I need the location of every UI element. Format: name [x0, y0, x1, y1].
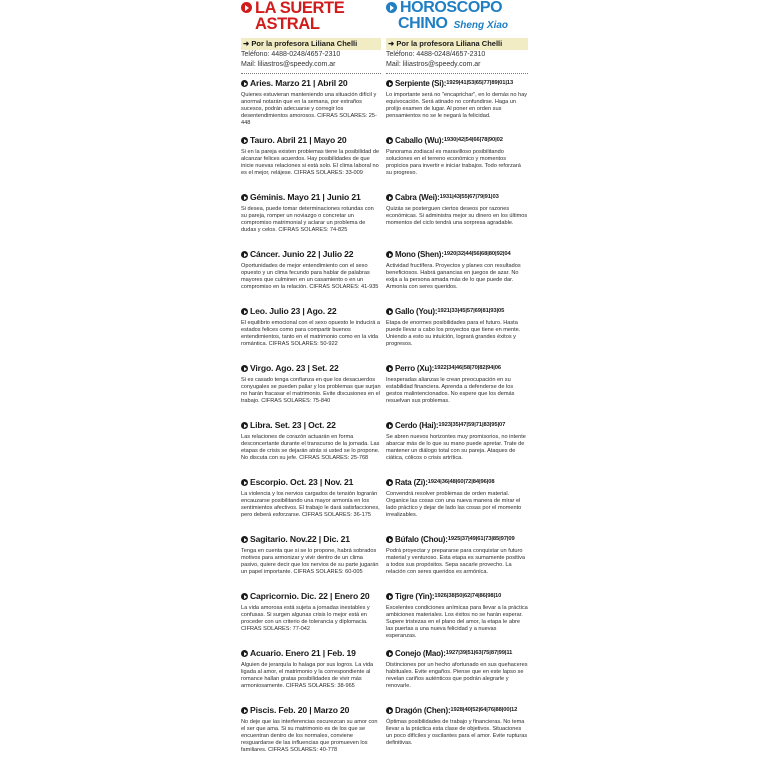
- sign-forecast: Se abren nuevos horizontes muy promisorios, no intente abarcar más de lo que su mano puede apretar. Trate de mantener un diálogo total con su pareja. Ataques de ciática, cólicos o crisis artrítica.: [386, 434, 526, 461]
- sign-name: Gallo (You):: [395, 307, 438, 316]
- sign-name: Serpiente (Si):: [395, 79, 447, 88]
- sign-forecast: El equilibrio emocional con el sexo opuesto le inducirá a estados felices como para compartir buenos entendimientos, tanto en el matrimonio como en la vida romántica. CIFRAS SOLARES: 50-922: [241, 320, 380, 347]
- sign-forecast: Etapa de enormes posibilidades para el futuro. Hasta puede llevar a cabo los proyectos que tiene en mente. Uniendo a esto su intuición, logrará grandes éxitos y progresos.: [386, 320, 521, 347]
- chinese-sign-entry: [386, 249, 528, 306]
- sign-years: 1926|38|50|62|74|86|98|10: [434, 593, 502, 599]
- sign-years: 1928|40|52|64|76|88|00|12: [450, 707, 518, 713]
- western-sign-entry: [241, 135, 381, 192]
- sign-heading: [386, 135, 528, 146]
- arrow-bullet-icon: [386, 251, 393, 258]
- sign-years: 1923|35|47|59|71|83|95|07: [438, 422, 506, 428]
- arrow-bullet-icon: [241, 479, 248, 486]
- sign-years: 1920|32|44|56|68|80|92|04: [443, 251, 511, 257]
- chinese-sign-entry: [386, 534, 528, 591]
- sign-heading: [386, 249, 528, 260]
- sign-forecast: La violencia y los nervios cargados de tensión lograrán encauzarse posibilitando una mayor armonía en los sentimientos afectivos. El trabajo le dará satisfacciones, pero deberá esforzarse. CIFRAS SOLARES: 36-175: [241, 491, 380, 518]
- sign-name: Capricornio. Dic. 22 | Enero 20: [250, 591, 370, 601]
- sign-heading: [386, 192, 528, 203]
- western-sign-entry: [241, 648, 381, 705]
- sign-heading: [241, 705, 381, 716]
- western-title-line2: ASTRAL: [255, 15, 320, 33]
- arrow-bullet-icon: [386, 650, 393, 657]
- chinese-mail: Mail: liliastros@speedy.com.ar: [386, 61, 481, 68]
- sign-forecast: Quizás se posterguen ciertos deseos por razones económicas. Si administra mejor su dinero en los últimos momentos del ciclo tendrá una sorpresa agradable.: [386, 206, 528, 226]
- arrow-bullet-icon: [241, 137, 248, 144]
- sign-forecast: Podrá proyectar y prepararse para conquistar un futuro material y venturoso. Esta etapa es sumamente positiva a todos sus propósitos. Sepa sacarle provecho. La relación con seres queridos es armónica.: [386, 548, 525, 575]
- sign-forecast: Óptimas posibilidades de trabajo y financieras. No tema llevar a la práctica esta clase de objetivos. Situaciones un poco difíciles y oscilantes para el amor. Evite rupturas definitivas.: [386, 719, 528, 746]
- chinese-sign-entry: [386, 135, 528, 192]
- western-sign-entry: [241, 192, 381, 249]
- sign-forecast: Panorama zodiacal es maravilloso posibilitando soluciones en el terreno económico y momentos propicios para invertir e iniciar trabajos. Todo reforzará su progreso.: [386, 149, 521, 176]
- sign-name: Rata (Zi):: [395, 478, 428, 487]
- arrow-bullet-icon: [386, 707, 393, 714]
- chinese-sign-entry: [386, 192, 528, 249]
- sign-forecast: La vida amorosa está sujeta a jornadas inestables y confusas. Si surgen algunas crisis lo mejor está en proceder con un criterio de tolerancia y diplomacia. CIFRAS SOLARES: 77-042: [241, 605, 370, 632]
- western-sign-entry: [241, 420, 381, 477]
- western-mail: Mail: liliastros@speedy.com.ar: [241, 61, 336, 68]
- chinese-masthead: [386, 0, 528, 36]
- chinese-sign-entry: [386, 477, 528, 534]
- sign-forecast: Quienes estuvieran manteniendo una situación difícil y anormal notarán que en la semana, por extraños sucesos, podrán adecuarse y corregir los desentendimientos amorosos. CIFRAS SOLARES: 25-448: [241, 92, 377, 126]
- sign-heading: [241, 135, 381, 146]
- sign-forecast: Lo importante será no "encaprichar", en lo demás no hay equivocación. Será atinado no confundirse. Haga un prolijo examen de lugar. Al poner en orden sus pensamientos no se le negará la felicidad.: [386, 92, 528, 119]
- sign-name: Mono (Shen):: [395, 250, 444, 259]
- sign-heading: [241, 591, 381, 602]
- sign-name: Conejo (Mao):: [395, 649, 446, 658]
- arrow-bullet-icon: [386, 479, 393, 486]
- sign-name: Cabra (Wei):: [395, 193, 440, 202]
- western-sign-entry: [241, 534, 381, 591]
- western-sign-entry: [241, 477, 381, 534]
- sign-years: 1930|42|54|66|78|90|02: [443, 137, 503, 143]
- western-sign-entry: [241, 363, 381, 420]
- sign-heading: [386, 306, 528, 317]
- arrow-bullet-icon: [386, 536, 393, 543]
- chinese-sign-entry: [386, 78, 528, 135]
- chinese-sign-list: [386, 78, 528, 762]
- chinese-title-line1: HOROSCOPO: [400, 0, 503, 16]
- sign-years: 1927|39|51|63|75|87|99|11: [445, 650, 513, 656]
- sign-name: Cáncer. Junio 22 | Julio 22: [250, 249, 354, 259]
- sign-forecast: Convendrá resolver problemas de orden material. Organice las cosas con una nueva manera de mirar el lado práctico y dejar de lado las cosas por el momento irrealizables.: [386, 491, 522, 518]
- sign-name: Aries. Marzo 21 | Abril 20: [250, 78, 348, 88]
- sign-forecast: Si es casado tenga confianza en que los desacuerdos conyugales se pueden paliar y los problemas que surjan no harán fracasar el matrimonio. Evite discusiones en el trabajo. CIFRAS SOLARES: 75-840: [241, 377, 381, 404]
- arrow-bullet-icon: [241, 308, 248, 315]
- sign-forecast: Distinciones por un hecho afortunado en sus quehaceres habituales. Evite engaños. Piense que en este lapso se revelan cariños auténticos que podrán alegrarle y renovarle.: [386, 662, 528, 689]
- sign-name: Libra. Set. 23 | Oct. 22: [250, 420, 336, 430]
- arrow-bullet-icon: [386, 194, 393, 201]
- sign-forecast: Si en la pareja existen problemas tiene la posibilidad de alcanzar felices acuerdos. Hay posibilidades de que inicie nuevas relaciones si está solo. El clima laboral no es el mejor, relájese. CIFRAS SOLARES: 33-009: [241, 149, 380, 176]
- arrow-bullet-icon: [386, 2, 397, 13]
- western-sign-entry: [241, 249, 381, 306]
- sign-heading: [386, 363, 528, 374]
- arrow-bullet-icon: [241, 593, 248, 600]
- chinese-sign-entry: [386, 306, 528, 363]
- sign-name: Búfalo (Chou):: [395, 535, 448, 544]
- arrow-bullet-icon: [241, 707, 248, 714]
- sign-forecast: Las relaciones de corazón actuarán en forma desconcertante durante el transcurso de la jornada. Las etapas de crisis se dejarán atrás si usted se lo propone. No discuta con su jefe. CIFRAS SOLARES: 25-768: [241, 434, 380, 461]
- chinese-sign-entry: [386, 420, 528, 477]
- western-byline: ➜ Por la profesora Liliana Chelli: [241, 38, 381, 50]
- western-sign-entry: [241, 306, 381, 363]
- arrow-bullet-icon: [386, 422, 393, 429]
- arrow-bullet-icon: [241, 422, 248, 429]
- sign-name: Acuario. Enero 21 | Feb. 19: [250, 648, 356, 658]
- sign-name: Tauro. Abril 21 | Mayo 20: [250, 135, 347, 145]
- western-sign-entry: [241, 78, 381, 135]
- divider: [386, 73, 528, 74]
- chinese-byline: ➜ Por la profesora Liliana Chelli: [386, 38, 528, 50]
- western-masthead: [241, 0, 381, 36]
- chinese-sign-entry: [386, 705, 528, 762]
- arrow-bullet-icon: [241, 251, 248, 258]
- sign-name: Sagitario. Nov.22 | Dic. 21: [250, 534, 350, 544]
- chinese-sign-entry: [386, 363, 528, 420]
- sign-name: Piscis. Feb. 20 | Marzo 20: [250, 705, 350, 715]
- sign-heading: [241, 249, 381, 260]
- western-phone: Teléfono: 4488-0248/4657-2310: [241, 51, 341, 58]
- arrow-bullet-icon: [241, 536, 248, 543]
- sign-name: Tigre (Yin):: [395, 592, 435, 601]
- sign-heading: [241, 477, 381, 488]
- arrow-bullet-icon: [241, 650, 248, 657]
- sign-heading: [386, 420, 528, 431]
- sign-forecast: Oportunidades de mejor entendimiento con el sexo opuesto y un clima fecundo para hablar de palabras mayores que culminen en un casamiento o en un compromiso en la relación. CIFRAS SOLARES: 41-935: [241, 263, 379, 290]
- sign-heading: [386, 78, 528, 89]
- sign-years: 1929|41|53|65|77|89|01|13: [446, 80, 514, 86]
- sign-heading: [241, 534, 381, 545]
- sign-forecast: Tenga en cuenta que si se lo propone, habrá sobrados motivos para armonizar y vivir dentro de un clima pasivo, quiere decir que los nervios de su parte jugarán un papel importante. CIFRAS SOLARES: 60-005: [241, 548, 379, 575]
- sign-forecast: Inesperadas alianzas le crean preocupación en su estabilidad financiera. Aprenda a defenderse de los gestos malintencionados. No espere que los demás resuelvan sus problemas.: [386, 377, 515, 404]
- arrow-bullet-icon: [386, 80, 393, 87]
- sign-forecast: Excelentes condiciones anímicas para llevar a la práctica ambiciones materiales. Los éxitos no se harán esperar. Supere tristezas en el plano del amor, la etapa le abre las puertas a una nueva felicidad y a nuevas esperanzas.: [386, 605, 528, 639]
- sign-heading: [386, 534, 528, 545]
- sign-name: Virgo. Ago. 23 | Set. 22: [250, 363, 339, 373]
- sign-years: 1921|33|45|57|69|81|93|05: [437, 308, 505, 314]
- sign-forecast: No deje que las interferencias oscurezcan su amor con el ser que ama. Si su matrimonio es de los que se encuentran dentro de los normales, conviene resguardarse de las influencias que promueven los familiares. CIFRAS SOLARES: 40-778: [241, 719, 378, 753]
- sign-name: Géminis. Mayo 21 | Junio 21: [250, 192, 361, 202]
- chinese-sign-entry: [386, 648, 528, 705]
- sign-heading: [386, 591, 528, 602]
- western-horoscope-column: [241, 0, 381, 762]
- sign-heading: [241, 78, 381, 89]
- sign-name: Caballo (Wu):: [395, 136, 444, 145]
- chinese-sign-entry: [386, 591, 528, 648]
- arrow-bullet-icon: [386, 137, 393, 144]
- arrow-bullet-icon: [386, 593, 393, 600]
- sign-heading: [386, 648, 528, 659]
- arrow-bullet-icon: [241, 194, 248, 201]
- sign-name: Dragón (Chen):: [395, 706, 451, 715]
- arrow-bullet-icon: [241, 2, 252, 13]
- chinese-title-word: CHINO: [398, 15, 448, 32]
- sign-forecast: Actividad fructífera. Proyectos y planes con resultados beneficiosos. Habrá ganancias en juegos de azar. No exija a la persona amada más de lo que puede dar. Armonía con seres queridos.: [386, 263, 521, 290]
- chinese-title-line2: [398, 16, 508, 34]
- sign-heading: [241, 306, 381, 317]
- sign-years: 1925|37|49|61|73|85|97|09: [447, 536, 515, 542]
- sign-heading: [386, 477, 528, 488]
- sign-years: 1924|36|48|60|72|84|96|08: [427, 479, 495, 485]
- chinese-phone: Teléfono: 4488-0248/4657-2310: [386, 51, 486, 58]
- chinese-horoscope-column: [386, 0, 528, 762]
- sign-years: 1931|43|55|67|79|91|03: [439, 194, 499, 200]
- western-title-line1: LA SUERTE: [255, 0, 345, 17]
- sign-name: Escorpio. Oct. 23 | Nov. 21: [250, 477, 354, 487]
- sign-forecast: Alguien de jerarquía lo halaga por sus logros. La vida ligada al amor, el matrimonio y la correspondiente al romance hallan gratas posibilidades de vivir más armoniosamente. CIFRAS SOLARES: 38-965: [241, 662, 374, 689]
- western-sign-entry: [241, 591, 381, 648]
- divider: [241, 73, 381, 74]
- western-sign-entry: [241, 705, 381, 762]
- arrow-bullet-icon: [241, 80, 248, 87]
- sign-heading: [386, 705, 528, 716]
- arrow-bullet-icon: [241, 365, 248, 372]
- sign-name: Leo. Julio 23 | Ago. 22: [250, 306, 337, 316]
- sign-years: 1922|34|46|58|70|82|94|06: [434, 365, 502, 371]
- sign-forecast: Si desea, puede tomar determinaciones rotundas con su pareja, romper un noviazgo o concretar un compromiso matrimonial y aclarar un problema de dudas y celos. CIFRAS SOLARES: 74-825: [241, 206, 374, 233]
- sign-heading: [241, 363, 381, 374]
- western-sign-list: [241, 78, 381, 762]
- sign-heading: [241, 420, 381, 431]
- arrow-bullet-icon: [386, 308, 393, 315]
- sign-name: Cerdo (Hai):: [395, 421, 439, 430]
- sign-heading: [241, 648, 381, 659]
- sign-heading: [241, 192, 381, 203]
- sign-name: Perro (Xu):: [395, 364, 435, 373]
- chinese-title-subtitle: Sheng Xiao: [453, 20, 509, 31]
- arrow-bullet-icon: [386, 365, 393, 372]
